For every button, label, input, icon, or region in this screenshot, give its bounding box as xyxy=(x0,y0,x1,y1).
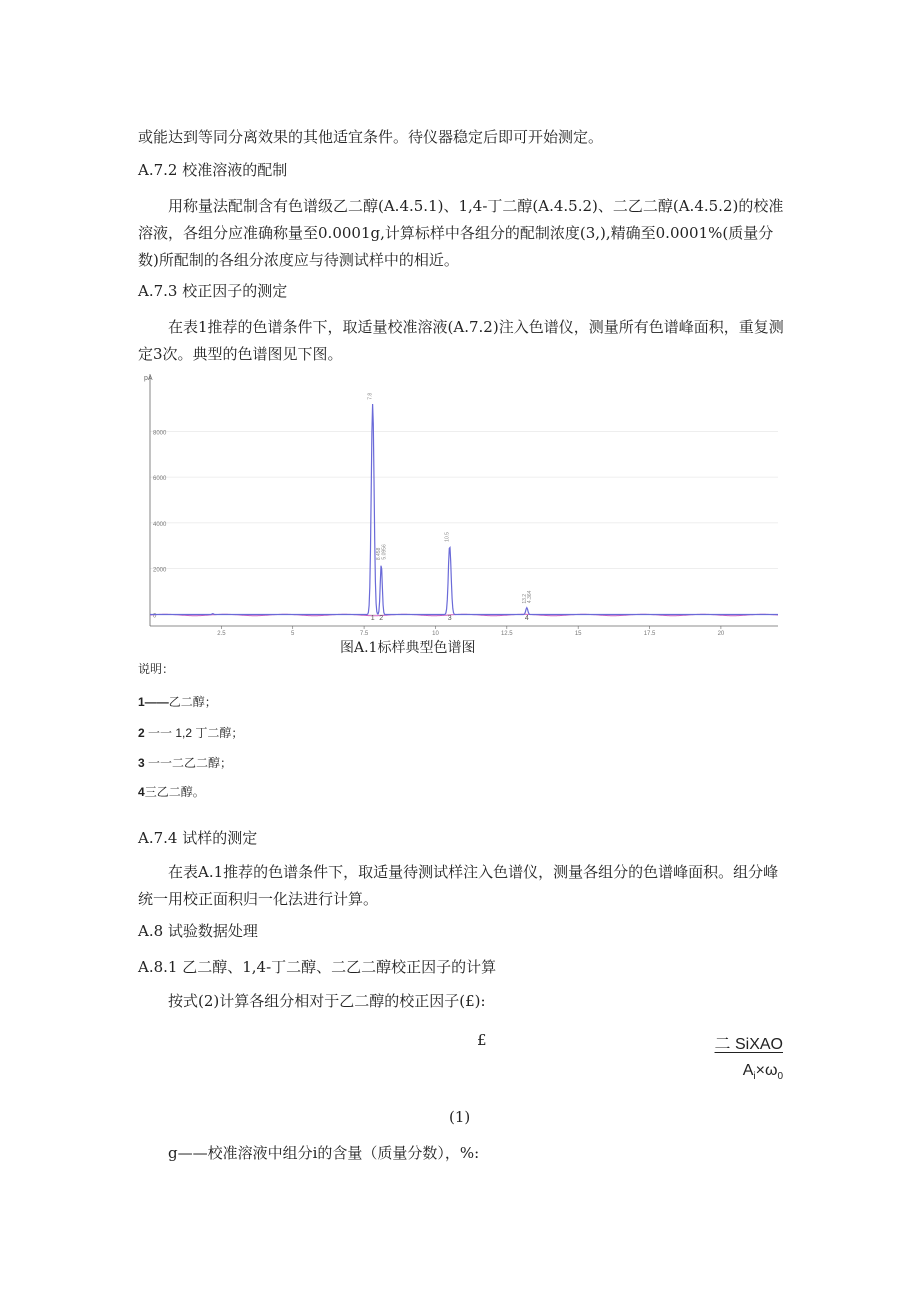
paragraph-g-definition: g——校准溶液中组分i的含量（质量分数），%: xyxy=(168,1144,480,1162)
y-axis-label: pA xyxy=(144,375,153,382)
y-tick-label: 2000 xyxy=(153,567,167,574)
legend-num: 4 xyxy=(138,785,145,799)
chromatogram-chart xyxy=(138,368,786,636)
legend-label: 二乙二醇； xyxy=(172,756,233,770)
y-tick-label: 6000 xyxy=(153,476,167,483)
legend-sep: 一一 xyxy=(148,756,173,770)
heading-a72: A.7.2 校准溶液的配制 xyxy=(138,161,288,179)
formula-denominator-sub0: 0 xyxy=(777,1071,783,1083)
formula-denominator-a: A xyxy=(742,1062,754,1079)
formula-denominator xyxy=(743,1062,783,1082)
peak-rt-label: 13.2 xyxy=(521,593,528,604)
peak-rt-label: 7.8 xyxy=(367,392,374,400)
peak-extra-label: 4.364 xyxy=(527,590,534,604)
y-tick-label: 8000 xyxy=(153,430,167,437)
legend-sep: 一一 xyxy=(148,726,176,740)
heading-a81: A.8.1 乙二醇、1,4-丁二醇、二乙二醇校正因子的计算 xyxy=(138,958,497,976)
legend-label: 乙二醇； xyxy=(168,695,217,709)
formula-denominator-rest: ×ω xyxy=(755,1062,778,1079)
legend-item-4 xyxy=(138,783,205,800)
x-tick-label: 5 xyxy=(291,631,295,636)
legend-item-2 xyxy=(138,724,243,741)
legend-item-1 xyxy=(138,693,217,710)
formula-numerator: 二 SiXAO xyxy=(714,1036,783,1053)
peak-number: 4 xyxy=(524,615,529,622)
y-tick-label: 4000 xyxy=(153,521,167,528)
legend-sep: —— xyxy=(144,695,169,709)
paragraph-a81: 按式(2)计算各组分相对于乙二醇的校正因子(£): xyxy=(168,992,486,1010)
peak-number: 3 xyxy=(447,615,452,622)
formula-denominator-sub: i xyxy=(753,1071,756,1083)
x-tick-label: 12.5 xyxy=(500,631,513,636)
x-tick-label: 15 xyxy=(574,631,582,636)
legend-num: 2 xyxy=(138,726,145,740)
x-tick-label: 7.5 xyxy=(359,631,369,636)
figure-caption: 图A.1标样典型色谱图 xyxy=(340,640,476,656)
peak-number: 2 xyxy=(379,615,384,622)
x-tick-label: 10 xyxy=(432,631,439,636)
peak-extra-label: 5.0956 xyxy=(381,544,388,560)
chart-background xyxy=(138,368,786,636)
legend-item-3 xyxy=(138,754,232,771)
x-tick-label: 20 xyxy=(717,631,725,636)
paragraph-a73: 在表1推荐的色谱条件下，取适量校准溶液(A.7.2)注入色谱仪，测量所有色谱峰面积，重复测定3次。典型的色谱图见下图。 xyxy=(138,318,784,363)
heading-a8: A.8 试验数据处理 xyxy=(138,922,258,940)
y-tick-label: 0 xyxy=(153,613,157,620)
peak-number: 1 xyxy=(370,615,375,622)
legend-num: 1 xyxy=(138,695,145,709)
paragraph-a72: 用称量法配制含有色谱级乙二醇(A.4.5.1)、1,4-丁二醇(A.4.5.2)、二乙二醇(A.4.5.2)的校准溶液，各组分应准确称量至0.0001g,计算标样中各组分的配制浓度(3,),精确至0.0001%(质量分数)所配制的各组分浓度应与待测试样中的相近。 xyxy=(138,197,784,269)
peak-rt-label: 8.458 xyxy=(376,547,383,561)
x-tick-label: 2.5 xyxy=(217,631,226,636)
heading-a74: A.7.4 试样的测定 xyxy=(138,829,258,847)
legend-num: 3 xyxy=(138,756,145,770)
legend-label: 1,2 丁二醇； xyxy=(175,726,244,740)
peak-rt-label: 10.5 xyxy=(444,532,451,542)
x-tick-label: 17.5 xyxy=(643,631,656,636)
heading-a73: A.7.3 校正因子的测定 xyxy=(138,282,288,300)
paragraph-a74: 在表A.1推荐的色谱条件下，取适量待测试样注入色谱仪，测量各组分的色谱峰面积。组分峰统一用校正面积归一化法进行计算。 xyxy=(138,863,779,908)
formula-lhs: £ xyxy=(477,1031,487,1049)
paragraph-intro: 或能达到等同分离效果的其他适宜条件。待仪器稳定后即可开始测定。 xyxy=(138,128,604,146)
legend-title: 说明： xyxy=(138,662,175,676)
formula-number: (1) xyxy=(449,1108,471,1126)
legend-label: 三乙二醇。 xyxy=(144,785,205,799)
